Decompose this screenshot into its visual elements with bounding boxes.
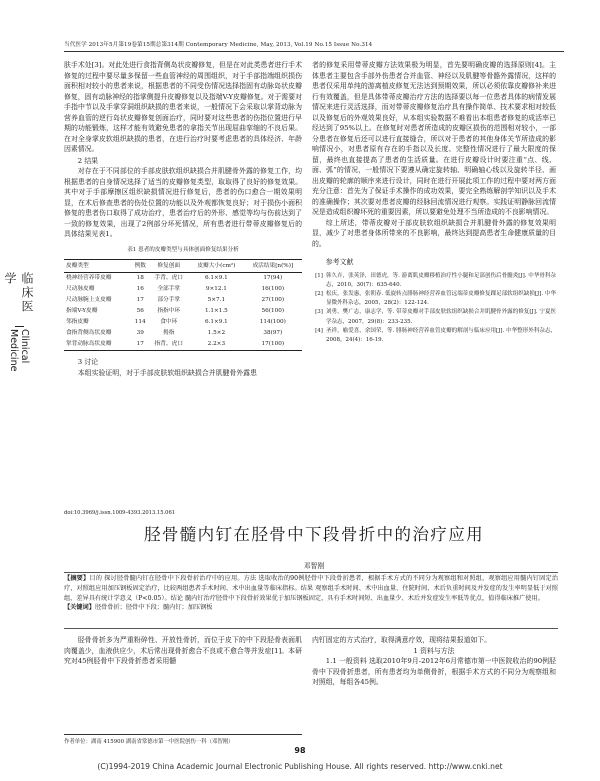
article-title: 胫骨髓内钉在胫骨中下段骨折中的治疗应用 — [143, 525, 485, 544]
copyright-watermark: (C)1994-2019 China Academic Journal Electronic Publishing House. All rights reserved. http://www.cnki.net — [97, 762, 503, 771]
table-cell: 56 — [136, 308, 144, 314]
table-row — [64, 306, 302, 317]
table-row — [64, 328, 302, 339]
page-number: 98 — [294, 746, 306, 755]
article-body-left-column — [64, 635, 302, 667]
table-row — [64, 273, 302, 285]
keywords-text: 胫骨骨折；胫骨中下段；髓内钉；加压钢板 — [94, 604, 213, 612]
doi-line: doi:10.3969/j.issn.1009-4393.2013.15.061 — [64, 510, 176, 516]
reference-text: 刘勇，樊广志，康志学，等. 带蒂皮瓣对手部皮肤软组织缺损合并肌腱骨外露的修复[J]. 宁夏医学杂志，2007，29(8)：233-235. — [326, 309, 556, 325]
table-cell: 27(100) — [261, 297, 285, 303]
general-data-paragraph: 1.1 一般资料 选取2010年9月-2012年6月常德市第一中医院收治的90例胫骨中下段骨折患者，所有患者均为单侧骨折，根据手术方式的不同分为观察组和对照组，每组各45例。 — [312, 657, 556, 686]
table-cell: 全部手掌 — [157, 286, 181, 292]
table-cell: 17(100) — [261, 341, 285, 347]
reference-number: [2] — [315, 290, 323, 297]
table-cell: 食指背侧岛状皮瓣 — [66, 330, 112, 336]
table-cell: 1.1×1.5 — [204, 308, 228, 314]
table-cell: 38(97) — [263, 330, 283, 336]
reference-text: 松庆，张发惠，张朝春. 低旋转点腓肠神经营养血管远端蒂皮瓣修复踝足部软组织缺损[J]. 中华显微外科杂志，2005，28(2)：122-124. — [326, 290, 556, 307]
table-cell: 5×7.1 — [207, 297, 226, 303]
table-cell: 拇指 — [163, 330, 175, 336]
discussion-heading: 3 讨论 — [77, 358, 99, 366]
abstract-text: 目的 探讨胫骨髓内钉在胫骨中下段骨折治疗中的应用。方法 选取收治的90例胫骨中下段骨折患者，根据手术方式的不同分为观察组和对照组，观察组应用髓内钉固定治疗，对照组应用加压钢板固定治疗，比较两组患者手术时间、术中出血量等临床指标。结果 观察组手术时间、术中出血量、住院时间、术后负重时间及并发症的发生率明显低于对照组，差异具有统计学意义（P<0.05）。结论 髓内钉治疗胫骨中下段骨折效果优于加压钢板固定，具有手术时间短、出血量少、术后并发症发生率低等优点，值得临床推广使用。 — [64, 575, 559, 602]
left-paragraph-1: 肤手术处[3]。对此处进行食指背侧岛状皮瓣修复，但是在对此类患者进行手术修复的过程中要尽量多保留一些血管神经的周围组织，对于手部指端组织损伤面积相对较小的患者来说，根据患者的不同受伤情况选择指固有动脉岛状皮瓣修复，固有动脉神经的指掌侧提升皮瓣修复以及指端V-Y皮瓣修复。对于需要对手指中节以及手掌穿洞组织缺损的患者来说，一般情况下会采取以掌背动脉为营养血管的逆行岛状皮瓣修复创面治疗，同时要对这些患者的伤指位置进行早期的功能锻炼，这样才能有效避免患者的拿指关节出现屈曲挛缩的不良后果。在对全身掌皮软组织缺损的患者，在进行治疗时要考虑患者的具体经济、年龄因素情况。 — [64, 61, 302, 153]
reference-item — [312, 290, 556, 308]
abstract-label: 【摘要】 — [64, 575, 90, 582]
references-heading: 参考文献 — [325, 258, 354, 266]
reference-number: [4] — [315, 327, 323, 334]
reference-item — [312, 272, 556, 290]
discussion-paragraph-start: 本组实验证明，对于手部皮肤软组织缺损合并肌腱骨外露患 — [77, 368, 257, 377]
table-cell: 尺动脉皮瓣 — [66, 286, 95, 292]
table-header-cell: 修复创面 — [148, 260, 189, 273]
table-cell: 114(100) — [259, 319, 286, 325]
table-cell: 6.1×9.1 — [204, 275, 228, 281]
flap-results-table — [64, 259, 302, 351]
introduction-paragraph-continued: 内钉固定的方式治疗，取得满意疗效，现将结果报道如下。 — [312, 636, 492, 644]
reference-text: 圣祥，喻爱喜，余国荣，等. 腓肠神经营养血管皮瓣的解剖与临床应用[J]. 中华整形外科杂志，2008，24(4)：16-19. — [326, 327, 556, 343]
results-heading: 2 结果 — [77, 156, 99, 165]
side-tab-chinese-label: 临床医学 — [3, 272, 34, 314]
reference-item — [312, 308, 556, 326]
table-cell: 邻指皮瓣 — [66, 319, 89, 325]
discussion-paragraph-continued: 者的修复采用带蒂皮瓣方法效果极为明显，首先要明确皮瓣的选择原则[4]。主体患者主要包含手部外伤患者合并血管、神经以及肌腱等骨骼外露情况，这样的患者仅采用单纯的游离植皮修复无法达到预期效果，所以必须依靠皮瓣修补来进行有效覆盖，但是具体带蒂皮瓣治疗方法的选择要以每一位患者具体的病情发展情况来进行灵活选择，而对带蒂皮瓣修复治疗具有操作简单、技术要求相对较低以及修复后的外观效果良好，从本组实验数据不难看出本组患者修复的成活率已经达到了95%以上。在修复时对患者所造成的皮瓣区损伤的范围相对较小，一部分患者在修复后还可以进行直接缝合，所以对于患者的其他身体关节所造成的影响情况小，对患者原有存在的手指以及长度、完整性情况进行了最大限度的保留，最终也直接提高了患者的生活质量。在进行皮瓣设计时要注重“点、线、面、弧”的情况，一般情况下要遵从确定旋转轴、明确轴心线以及旋转半径、画出皮瓣的轮廓的顺序来进行设计，同时在进行开展此项工作的过程中要对两方面充分注意：首先为了保证手术操作的成功效果，要完全熟练解剖学知识以及手术的准确操作；其次要对患者皮瓣的经脉回流情况进行观察。实践证明静脉回流情况是造成组织瓣坏死的重要因素，所以要避免处理不当所造成的不良影响情况。 — [312, 61, 556, 216]
article-body-right-column — [312, 635, 556, 688]
table-cell: 17(94) — [263, 275, 283, 281]
table-cell: 指指中环 — [157, 308, 181, 314]
table-cell: 掌背动脉岛状皮瓣 — [66, 341, 112, 347]
article-author: 邓智刚 — [303, 562, 325, 570]
side-tab-divider — [15, 326, 24, 327]
table-cell: 16 — [136, 286, 144, 292]
table-row — [64, 295, 302, 306]
table-cell: 食中环 — [160, 319, 178, 325]
reference-number: [1] — [315, 272, 323, 279]
introduction-paragraph: 胫骨骨折多为严重粉碎性、开放性骨折，而位于皮下的中下段胫骨表面肌肉覆盖少，血液供应少，术后常出现骨折愈合不良或不愈合等并发症[1]。本研究对45例胫骨中下段骨折患者采用髓 — [64, 636, 302, 665]
table-header-cell: 例数 — [132, 260, 148, 273]
table-cell: 114 — [134, 319, 146, 325]
running-header: 当代医学 2013年5月第19卷第15期总第314期 Contemporary Medicine, May, 2013, Vol.19 No.15 Issue No.314 — [64, 40, 564, 52]
table-cell: 指端V-Y皮瓣 — [66, 308, 98, 314]
table-cell: 56(100) — [261, 308, 285, 314]
table-cell: 17 — [136, 297, 144, 303]
reference-list — [312, 272, 556, 346]
table-header-cell: 皮瓣类型 — [64, 260, 132, 273]
side-tab-english-label: Clinical Medicine — [8, 328, 30, 371]
table-cell: 1.5×2 — [207, 330, 226, 336]
table-row — [64, 284, 302, 295]
table-cell: 18 — [136, 275, 144, 281]
table-header-cell: 皮瓣大小(cm²) — [189, 260, 244, 273]
author-affiliation-footnote: 作者单位：湖南 415900 湖南省常德市第一中医院创伤一科（邓智刚） — [64, 734, 302, 745]
abstract-top-rule — [64, 572, 558, 573]
table-row — [64, 317, 302, 328]
table-row — [64, 339, 302, 351]
keywords-paragraph — [64, 603, 558, 613]
table-cell: 16(100) — [261, 286, 285, 292]
table-cell: 9×12.1 — [205, 286, 227, 292]
reference-text: 韩久卉，张英泽，田德虎，等. 游离肌皮瓣移植治疗性小腿和足部创伤后骨髓炎[J]. 中华骨科杂志，2010，30(7)：635-640. — [326, 272, 556, 288]
section-side-tab — [3, 272, 34, 402]
methods-heading: 1 资料与方法 — [413, 646, 455, 655]
keywords-label: 【关键词】 — [64, 604, 95, 612]
table-header-row — [64, 260, 302, 273]
abstract-block — [64, 574, 558, 613]
reference-number: [3] — [315, 309, 323, 316]
results-paragraph: 对存在于不同部位的手部皮肤软组织缺损合并肌腱骨外露的修复工作，均根据患者的自身情况选择了适当的皮瓣修复类型，取取得了良好的修复效果。其中对于手部摩擦区组织缺损情况进行修复后，患者的伤口愈合一期效果明显，在术后修查患者的伤处位置的功能以及外观都恢复良好；对于损伤小面积修复的患者伤口取得了成功治疗，患者治疗后的外形、感觉等均与伤前达到了一致的修复效果，出现了2例部分坏死情况，所有患者进行带蒂皮瓣修复后的具体结果见表1。 — [64, 167, 302, 238]
conclusion-paragraph: 综上所述，带蒂皮瓣对于部皮肤软组织缺损合并肌腱骨外露的修复效果明显，减少了对患者身体所带来的不良影响，最终达到提高患者生命健康质量的目的。 — [312, 218, 556, 248]
abstract-paragraph — [64, 574, 558, 603]
table-cell: 2.2×3 — [207, 341, 226, 347]
reference-item — [312, 327, 556, 345]
table-cell: 手背、虎口 — [154, 275, 183, 281]
table-cell: 尺动脉腕上支皮瓣 — [66, 297, 112, 303]
previous-article-right-column — [312, 60, 556, 345]
table-cell: 部分手掌 — [157, 297, 181, 303]
table-cell: 桡神经营养带皮瓣 — [66, 275, 112, 281]
table-cell: 6.1×9.1 — [204, 319, 228, 325]
table-cell: 指背、虎口 — [154, 341, 183, 347]
table-header-cell: 成活结果[n(%)] — [244, 260, 302, 273]
abstract-bottom-rule — [64, 628, 558, 629]
previous-article-left-column — [64, 60, 302, 378]
table-1-title: 表1 患者的皮瓣类型与具体创面修复结果分析 — [127, 246, 239, 253]
table-cell: 17 — [136, 341, 144, 347]
table-cell: 39 — [136, 330, 144, 336]
